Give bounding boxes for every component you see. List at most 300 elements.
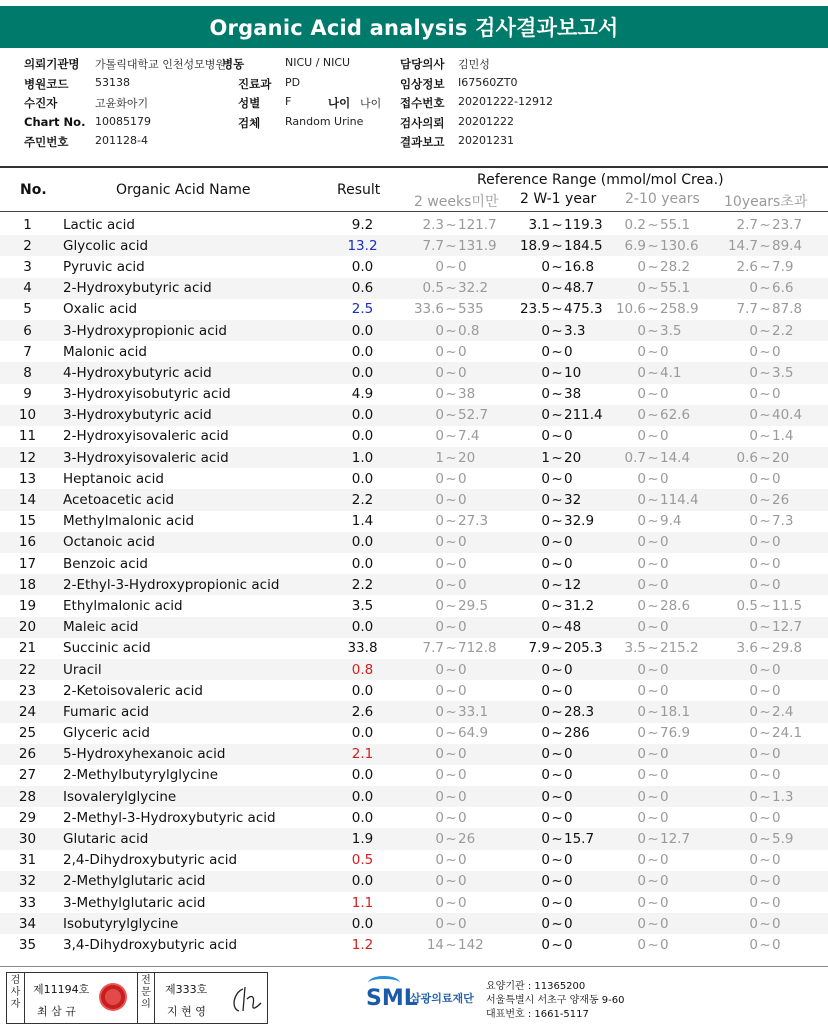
range-low: 0 — [637, 386, 646, 403]
range-separator: ~ — [445, 767, 457, 784]
range-pair — [610, 683, 712, 699]
range-high: 0 — [458, 661, 467, 678]
range-pair — [610, 534, 712, 550]
range-separator: ~ — [551, 746, 563, 763]
reference-range — [400, 595, 506, 616]
reference-range — [506, 934, 610, 955]
reference-range — [610, 934, 712, 955]
range-high: 0 — [458, 619, 467, 636]
range-separator: ~ — [551, 216, 563, 233]
range-low: 0.6 — [736, 449, 758, 466]
range-pair — [712, 238, 828, 254]
range-separator: ~ — [759, 831, 771, 848]
reference-range — [712, 447, 828, 468]
reference-range — [506, 892, 610, 913]
acid-name: 2-Hydroxyisovaleric acid — [63, 428, 229, 445]
range-separator: ~ — [759, 915, 771, 932]
range-low: 0 — [637, 915, 646, 932]
range-high: 0 — [772, 767, 781, 784]
range-low: 0 — [435, 852, 444, 869]
range-pair — [506, 238, 610, 254]
table-row — [0, 489, 828, 510]
range-pair — [712, 725, 828, 741]
result-value: 0.6 — [325, 278, 400, 299]
range-high: 26 — [458, 831, 476, 848]
range-separator: ~ — [445, 831, 457, 848]
info-label: 진료과 — [238, 77, 272, 91]
table-row — [0, 384, 828, 405]
info-label: 성별 — [238, 96, 261, 110]
range-pair — [712, 217, 828, 233]
range-high: 24.1 — [772, 725, 803, 742]
range-low: 0 — [435, 343, 444, 360]
reference-range — [610, 426, 712, 447]
range-separator: ~ — [551, 301, 563, 318]
org-address: 서울특별시 서초구 양재동 9-60 — [486, 995, 625, 1006]
reference-range — [712, 744, 828, 765]
reference-range — [712, 871, 828, 892]
reference-range — [400, 659, 506, 680]
range-separator: ~ — [445, 280, 457, 297]
range-separator: ~ — [759, 237, 771, 254]
range-header-4: 10years초과 — [724, 194, 808, 210]
range-high: 0 — [564, 534, 573, 551]
range-low: 0 — [435, 322, 444, 339]
range-high: 26 — [772, 492, 790, 509]
row-number: 13 — [18, 470, 37, 487]
table-row — [0, 850, 828, 871]
range-pair — [400, 238, 506, 254]
reference-range — [400, 384, 506, 405]
range-low: 0 — [749, 852, 758, 869]
reference-range — [400, 850, 506, 871]
range-high: 52.7 — [458, 407, 489, 424]
range-low: 7.7 — [422, 237, 444, 254]
range-high: 0 — [564, 873, 573, 890]
range-high: 0 — [772, 682, 781, 699]
range-high: 0 — [660, 809, 669, 826]
info-label: Chart No. — [24, 115, 86, 129]
row-number: 31 — [18, 852, 37, 869]
range-separator: ~ — [759, 301, 771, 318]
acid-name: Isobutyrylglycine — [55, 913, 325, 934]
range-pair — [610, 365, 712, 381]
range-high: 0 — [772, 936, 781, 953]
result-value: 0.0 — [351, 809, 374, 826]
reference-range — [712, 638, 828, 659]
range-low: 0 — [435, 513, 444, 530]
range-low: 0 — [637, 280, 646, 297]
range-separator: ~ — [445, 470, 457, 487]
row-number: 35 — [18, 936, 37, 953]
range-separator: ~ — [647, 301, 659, 318]
range-low: 3.6 — [736, 640, 758, 657]
range-low: 0 — [541, 894, 550, 911]
range-pair — [712, 852, 828, 868]
row-number: 9 — [23, 386, 32, 403]
result-value: 0.0 — [351, 343, 374, 360]
range-pair — [506, 450, 610, 466]
info-value: 20201222 — [458, 115, 514, 128]
range-low: 0 — [637, 492, 646, 509]
range-low: 0 — [541, 936, 550, 953]
range-pair — [712, 789, 828, 805]
row-number: 18 — [0, 574, 55, 595]
result-value: 1.1 — [351, 894, 374, 911]
range-high: 119.3 — [564, 216, 603, 233]
reference-range — [712, 278, 828, 299]
range-separator: ~ — [647, 831, 659, 848]
reference-range-header: Reference Range (mmol/mol Crea.) — [477, 172, 724, 188]
range-low: 0 — [435, 661, 444, 678]
range-low: 0 — [541, 280, 550, 297]
acid-name: Octanoic acid — [55, 532, 325, 553]
range-separator: ~ — [551, 555, 563, 572]
result-value: 0.0 — [351, 428, 374, 445]
range-separator: ~ — [647, 386, 659, 403]
range-separator: ~ — [647, 725, 659, 742]
range-low: 0 — [541, 682, 550, 699]
reference-range — [506, 362, 610, 383]
org-code: 요양기관 : 11365200 — [486, 981, 586, 992]
row-number: 5 — [23, 301, 32, 318]
reference-range — [610, 256, 712, 277]
reference-range — [506, 256, 610, 277]
result-value: 3.5 — [351, 597, 374, 614]
reference-range — [712, 765, 828, 786]
row-number: 24 — [0, 701, 55, 722]
range-low: 0 — [435, 597, 444, 614]
range-high: 0 — [772, 852, 781, 869]
range-separator: ~ — [759, 407, 771, 424]
acid-name: Methylmalonic acid — [63, 513, 195, 530]
range-pair — [712, 407, 828, 423]
result-value: 0.5 — [351, 852, 374, 869]
range-separator: ~ — [647, 237, 659, 254]
range-pair — [400, 598, 506, 614]
range-pair — [400, 217, 506, 233]
range-high: 0 — [660, 343, 669, 360]
range-low: 0 — [637, 788, 646, 805]
reference-range — [400, 235, 506, 256]
range-separator: ~ — [445, 258, 457, 275]
range-high: 7.3 — [772, 513, 794, 530]
acid-name: Heptanoic acid — [63, 470, 164, 487]
range-high: 0 — [458, 364, 467, 381]
range-pair — [712, 471, 828, 487]
reference-range — [506, 405, 610, 426]
range-high: 0 — [660, 788, 669, 805]
reference-range — [506, 426, 610, 447]
info-value: 김민성 — [458, 58, 490, 71]
info-label: 검체 — [238, 116, 261, 130]
table-row — [0, 532, 828, 553]
row-number: 4 — [0, 278, 55, 299]
range-separator: ~ — [551, 831, 563, 848]
table-row — [0, 362, 828, 383]
range-low: 0 — [435, 703, 444, 720]
acid-name: 3-Hydroxybutyric acid — [55, 405, 325, 426]
range-pair — [506, 534, 610, 550]
range-high: 0 — [772, 746, 781, 763]
report-title: Organic Acid analysis 검사결과보고서 — [0, 6, 828, 48]
range-pair — [400, 640, 506, 656]
range-separator: ~ — [647, 597, 659, 614]
reference-range — [506, 850, 610, 871]
range-low: 0 — [637, 534, 646, 551]
range-low: 0 — [541, 788, 550, 805]
acid-name: 3-Methylglutaric acid — [63, 894, 206, 911]
range-separator: ~ — [759, 894, 771, 911]
reference-range — [610, 892, 712, 913]
range-separator: ~ — [445, 936, 457, 953]
range-pair — [712, 662, 828, 678]
reference-range — [400, 617, 506, 638]
info-label: 결과보고 — [400, 135, 445, 149]
range-separator: ~ — [647, 428, 659, 445]
reference-range — [400, 447, 506, 468]
reference-range — [506, 489, 610, 510]
range-separator: ~ — [647, 407, 659, 424]
range-separator: ~ — [759, 386, 771, 403]
reference-range — [506, 447, 610, 468]
reference-range — [610, 617, 712, 638]
reference-range — [712, 362, 828, 383]
result-value: 0.0 — [325, 532, 400, 553]
range-high: 0 — [660, 619, 669, 636]
range-pair — [610, 873, 712, 889]
result-value: 1.9 — [325, 828, 400, 849]
range-low: 0.2 — [624, 216, 646, 233]
range-low: 0 — [749, 894, 758, 911]
reference-range — [400, 256, 506, 277]
range-pair — [610, 619, 712, 635]
result-value: 13.2 — [325, 235, 400, 256]
acid-name: Succinic acid — [63, 640, 151, 657]
range-high: 0 — [458, 492, 467, 509]
row-number: 28 — [0, 786, 55, 807]
result-value: 4.9 — [351, 386, 374, 403]
range-separator: ~ — [551, 936, 563, 953]
range-separator: ~ — [551, 809, 563, 826]
reference-range — [400, 807, 506, 828]
range-pair — [400, 301, 506, 317]
reference-range — [400, 892, 506, 913]
range-separator: ~ — [445, 301, 457, 318]
range-high: 0 — [458, 343, 467, 360]
range-pair — [610, 471, 712, 487]
reference-range — [712, 828, 828, 849]
organization-info — [486, 980, 625, 1022]
range-low: 0 — [541, 873, 550, 890]
reference-range — [506, 341, 610, 362]
range-pair — [400, 767, 506, 783]
acid-name: Glyceric acid — [63, 725, 150, 742]
range-separator: ~ — [759, 343, 771, 360]
signature-box — [6, 972, 268, 1024]
range-separator: ~ — [759, 555, 771, 572]
table-row — [0, 807, 828, 828]
table-row — [0, 828, 828, 849]
range-pair — [506, 895, 610, 911]
reference-range — [712, 574, 828, 595]
range-pair — [610, 662, 712, 678]
range-pair — [506, 280, 610, 296]
header-top-rule — [0, 166, 828, 168]
header-bottom-rule — [0, 211, 828, 212]
range-header-3: 2-10 years — [625, 191, 700, 207]
info-row — [0, 56, 828, 74]
range-low: 0 — [541, 364, 550, 381]
range-separator: ~ — [759, 661, 771, 678]
range-separator: ~ — [759, 703, 771, 720]
range-low: 23.5 — [519, 301, 550, 318]
range-low: 0 — [435, 894, 444, 911]
result-value: 1.2 — [351, 936, 374, 953]
range-pair — [506, 344, 610, 360]
range-pair — [400, 619, 506, 635]
range-pair — [712, 683, 828, 699]
reference-range — [400, 553, 506, 574]
row-number: 10 — [0, 405, 55, 426]
range-high: 0 — [458, 746, 467, 763]
table-row — [0, 680, 828, 701]
range-high: 29.5 — [458, 597, 489, 614]
reference-range — [400, 723, 506, 744]
range-high: 0 — [564, 661, 573, 678]
range-low: 0 — [435, 364, 444, 381]
range-pair — [610, 937, 712, 953]
range-pair — [610, 852, 712, 868]
range-separator: ~ — [647, 322, 659, 339]
range-low: 0 — [749, 936, 758, 953]
range-low: 2.7 — [736, 216, 758, 233]
range-separator: ~ — [445, 661, 457, 678]
range-separator: ~ — [551, 873, 563, 890]
range-separator: ~ — [445, 788, 457, 805]
specialist-name: 지 현 영 — [167, 1005, 206, 1018]
range-low: 0 — [749, 873, 758, 890]
range-high: 0 — [458, 682, 467, 699]
range-pair — [712, 428, 828, 444]
reference-range — [712, 384, 828, 405]
range-low: 7.7 — [736, 301, 758, 318]
range-high: 0 — [660, 661, 669, 678]
range-low: 0 — [435, 492, 444, 509]
range-separator: ~ — [551, 343, 563, 360]
range-high: 0 — [564, 894, 573, 911]
info-value: 53138 — [95, 76, 130, 89]
range-low: 0 — [435, 258, 444, 275]
range-high: 6.6 — [772, 280, 794, 297]
range-separator: ~ — [551, 237, 563, 254]
range-high: 0 — [660, 386, 669, 403]
reference-range — [610, 447, 712, 468]
acid-name: 2-Methylbutyrylglycine — [63, 767, 219, 784]
table-row — [0, 786, 828, 807]
range-high: 286 — [564, 725, 590, 742]
range-high: 18.1 — [660, 703, 691, 720]
range-low: 0 — [637, 746, 646, 763]
reference-range — [712, 786, 828, 807]
range-pair — [610, 280, 712, 296]
range-low: 0 — [637, 576, 646, 593]
range-low: 0 — [541, 322, 550, 339]
range-pair — [712, 323, 828, 339]
reference-range — [400, 341, 506, 362]
acid-name: Lactic acid — [63, 216, 135, 233]
range-low: 0 — [435, 725, 444, 742]
range-separator: ~ — [647, 788, 659, 805]
reference-range — [712, 299, 828, 320]
range-pair — [506, 725, 610, 741]
result-value: 2.2 — [325, 574, 400, 595]
range-high: 0 — [564, 936, 573, 953]
info-value: 10085179 — [95, 115, 151, 128]
acid-name: 3-Hydroxypropionic acid — [55, 320, 325, 341]
range-low: 0 — [637, 894, 646, 911]
range-high: 0 — [564, 343, 573, 360]
reference-range — [610, 574, 712, 595]
range-separator: ~ — [445, 216, 457, 233]
range-high: 0 — [772, 386, 781, 403]
range-high: 76.9 — [660, 725, 691, 742]
range-separator: ~ — [759, 597, 771, 614]
range-high: 48.7 — [564, 280, 595, 297]
range-pair — [506, 789, 610, 805]
info-value: PD — [285, 76, 301, 89]
table-row — [0, 405, 828, 426]
range-high: 258.9 — [660, 301, 699, 318]
range-high: 87.8 — [772, 301, 803, 318]
row-number: 17 — [18, 555, 37, 572]
reference-range — [712, 489, 828, 510]
reference-range — [610, 723, 712, 744]
range-high: 2.4 — [772, 703, 794, 720]
row-number: 23 — [18, 682, 37, 699]
range-high: 0 — [772, 576, 781, 593]
range-high: 0 — [660, 470, 669, 487]
range-low: 0 — [435, 915, 444, 932]
range-low: 0 — [749, 386, 758, 403]
table-row — [0, 638, 828, 659]
row-number: 14 — [0, 489, 55, 510]
col-result-header: Result — [337, 182, 381, 198]
range-separator: ~ — [445, 703, 457, 720]
range-low: 0 — [749, 407, 758, 424]
range-pair — [712, 619, 828, 635]
range-separator: ~ — [551, 767, 563, 784]
range-pair — [712, 577, 828, 593]
range-low: 1 — [541, 449, 550, 466]
range-low: 10.6 — [615, 301, 646, 318]
info-value: NICU / NICU — [285, 56, 351, 69]
range-header-2: 2 W-1 year — [520, 191, 597, 207]
range-high: 38 — [458, 386, 476, 403]
range-separator: ~ — [445, 852, 457, 869]
range-high: 28.2 — [660, 258, 691, 275]
result-value: 2.2 — [325, 489, 400, 510]
range-separator: ~ — [445, 682, 457, 699]
range-pair — [506, 937, 610, 953]
reference-range — [712, 405, 828, 426]
range-pair — [400, 323, 506, 339]
range-separator: ~ — [759, 873, 771, 890]
range-separator: ~ — [647, 492, 659, 509]
reference-range — [610, 511, 712, 532]
range-pair — [506, 428, 610, 444]
range-separator: ~ — [551, 915, 563, 932]
